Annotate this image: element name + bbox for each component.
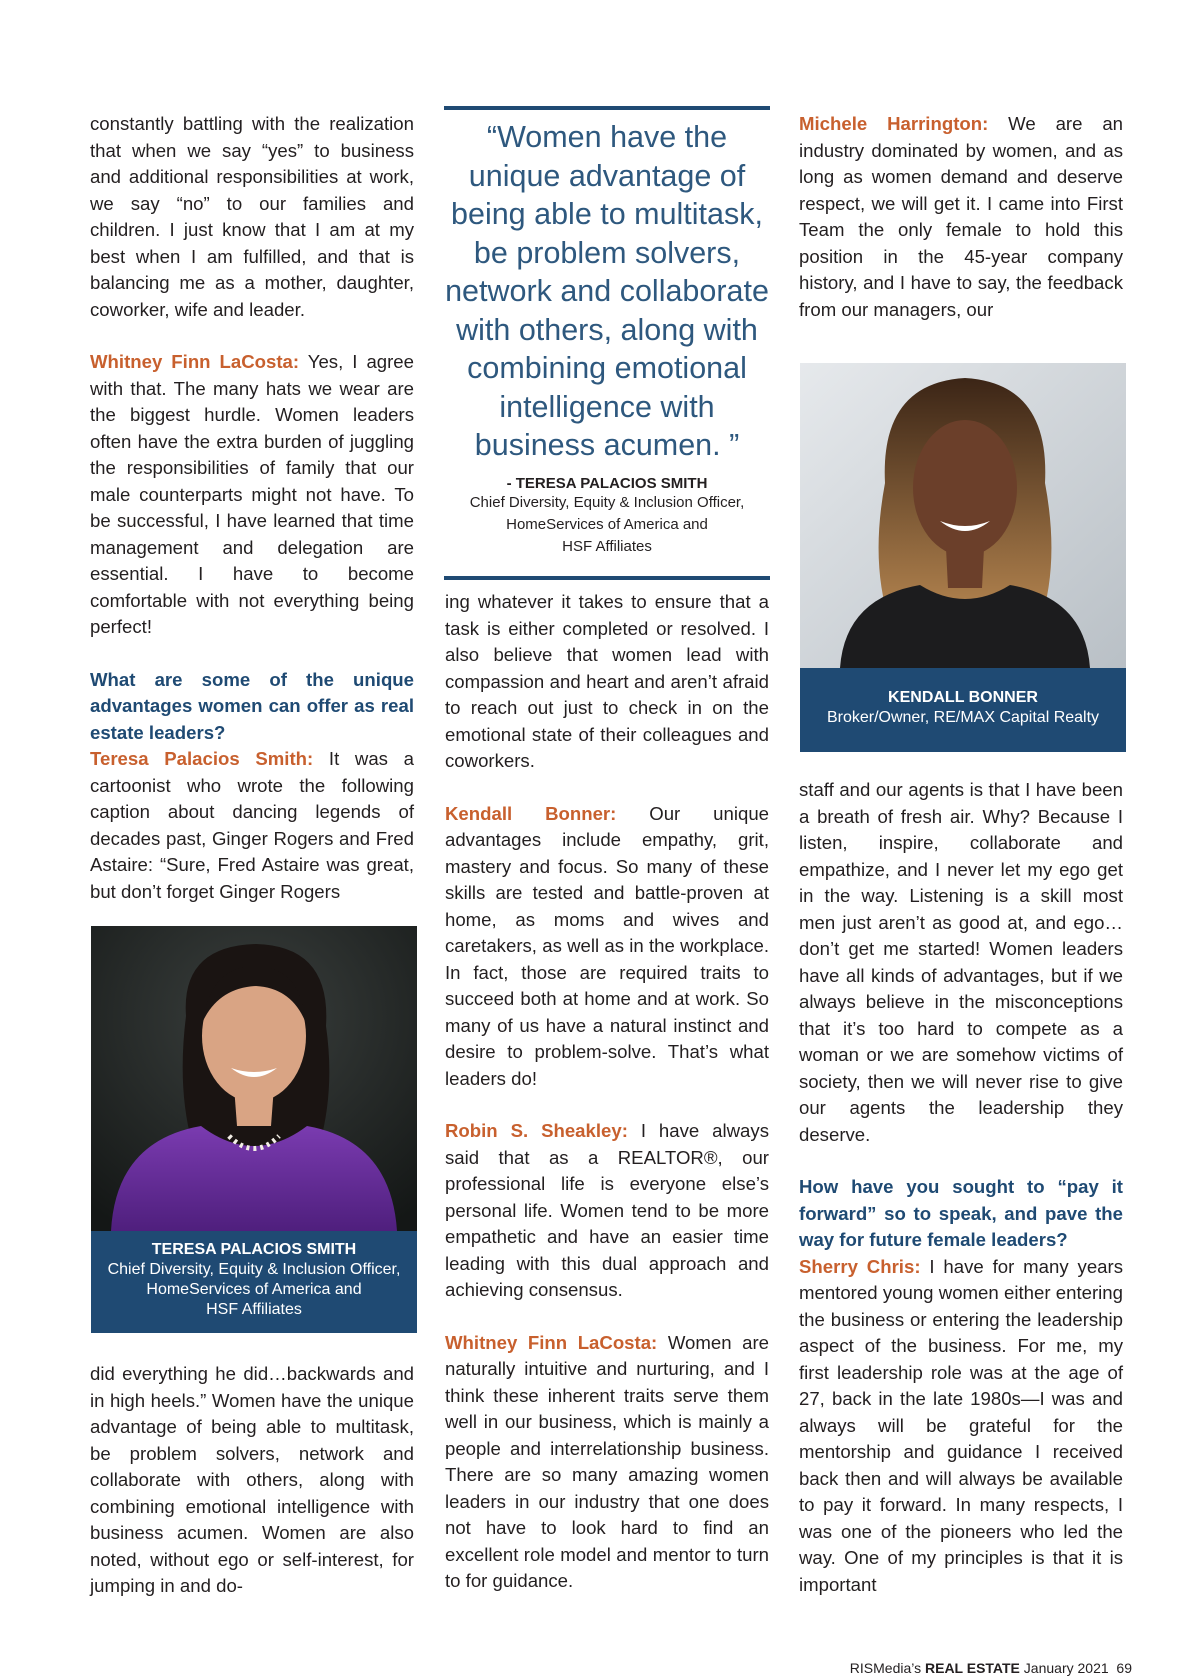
column-3-bottom [799, 777, 1123, 1598]
speaker-name: Robin S. Sheakley: [445, 1120, 628, 1141]
column-2 [445, 589, 769, 1595]
speaker-name: Whitney Finn LaCosta: [90, 351, 300, 372]
pull-quote-role: Chief Diversity, Equity & Inclusion Officer, HomeServices of America and HSF Affiliates [469, 493, 745, 555]
pull-quote-attribution: - TERESA PALACIOS SMITH [506, 474, 708, 492]
speaker-name: Michele Harrington: [799, 113, 989, 134]
answer-text: We are an industry dominated by women, and as long as women demand and deserve respect, we will get it. I came into First Team the only female to hold this position in the 45-year company history, and I have to say, the feedback from our managers, our [799, 113, 1124, 320]
caption-name: TERESA PALACIOS SMITH [151, 1241, 357, 1258]
answer-text: I have for many years mentored young women either entering the business or entering the leadership aspect of the business. For me, my first leadership role was at the age of 27, back in the late 1980s—I was and always will be grateful for the mentorship and guidance I received back then and will always be available to pay it forward. In many respects, I was one of the pioneers who led the way. One of my principles is that it is important [799, 1255, 1123, 1595]
article-paragraph [90, 746, 414, 905]
footer-magazine: REAL ESTATE [925, 1660, 1020, 1676]
answer-text: I have always said that as a REALTOR®, our professional life is everyone else’s personal life. Women tend to be more empathetic and have an easier time leading with this dual approach and achieving consensus. [445, 1120, 769, 1300]
photo-caption-teresa [91, 1231, 417, 1333]
portrait-photo-kendall [800, 363, 1126, 668]
article-paragraph [799, 1254, 1123, 1599]
interview-question: What are some of the unique advantages women can offer as real estate leaders? [90, 668, 414, 743]
article-paragraph [445, 1118, 769, 1304]
speaker-name: Whitney Finn LaCosta: [445, 1331, 658, 1353]
footer-publication: RISMedia’s [849, 1660, 922, 1676]
pull-quote-text: “Women have the unique advantage of being able to multitask, be problem solvers, network and collaborate with others, along with combining emotional intelligence with business acumen. ” [445, 120, 769, 462]
page-footer [850, 1660, 1132, 1676]
answer-text: It was a cartoonist who wrote the following caption about dancing legends of decades past, Ginger Rogers and Fred Astaire: “Sure, Fred Astaire was great, but don’t forget Ginger Rogers [90, 748, 414, 902]
article-paragraph: staff and our agents is that I have been a breath of fresh air. Why? Because I listen, inspire, collaborate and empathize, and I never let my ego get in the way. Listening is a skill most men just aren’t as good at, and ego…don’t get me started! Women leaders have all kinds of advantages, but if we always believe in the misconceptions that it’s too hard to compete as a woman or we are somehow victims of society, then we will never rise to give our agents the leadership they deserve. [799, 779, 1123, 1145]
photo-caption-kendall [800, 668, 1126, 752]
column-1-bottom [90, 1361, 414, 1600]
caption-title: Broker/Owner, RE/MAX Capital Realty [826, 709, 1100, 726]
portrait-image [91, 926, 417, 1231]
article-paragraph: did everything he did…backwards and in high heels.” Women have the unique advantage of being able to multitask, be problem solvers, network and collaborate with others, along with combining emotional intelligence with business acumen. Women are also noted, without ego or self-interest, for jumping in and do- [90, 1363, 414, 1596]
interview-question: How have you sought to “pay it forward” so to speak, and pave the way for future female leaders? [799, 1176, 1123, 1250]
pull-quote [444, 106, 770, 580]
caption-name: KENDALL BONNER [888, 689, 1038, 706]
article-paragraph [445, 801, 769, 1093]
answer-text: Our unique advantages include empathy, grit, mastery and focus. So many of these skills are tested and battle-proven at home, as moms and wives and caretakers, as well as in the workplace. In fact, those are required traits to succeed both at home and at work. So many of us have a natural instinct and desire to problem-solve. That’s what leaders do! [445, 802, 769, 1089]
article-paragraph [799, 111, 1123, 323]
article-paragraph [90, 349, 414, 641]
article-paragraph: ing whatever it takes to ensure that a task is either completed or resolved. I also believe that women lead with compassion and heart and aren’t afraid to reach out just to check in on the emotional state of their colleagues and coworkers. [445, 591, 769, 771]
caption-title: Chief Diversity, Equity & Inclusion Officer, HomeServices of America and HSF Affiliates [107, 1261, 401, 1318]
answer-text: Yes, I agree with that. The many hats we wear are the biggest hurdle. Women leaders often have the extra burden of juggling the responsibilities of family that our male counterparts might not have. To be successful, I have learned that time management and delegation are essential. I have to become comfortable with not everything being perfect! [90, 351, 414, 637]
portrait-image [800, 363, 1126, 668]
answer-text: Women are naturally intuitive and nurturing, and I think these inherent traits serve them well in our business, which is mainly a people and interrelationship business. There are so many amazing women leaders in our industry that one does not have to look hard to find an excellent role model and mentor to turn to for guidance. [445, 1331, 769, 1591]
column-1-top [90, 111, 414, 931]
article-paragraph [445, 1330, 769, 1595]
speaker-name: Teresa Palacios Smith: [90, 748, 314, 769]
portrait-photo-teresa [91, 926, 417, 1231]
footer-issue: January 2021 [1023, 1660, 1109, 1676]
page-number: 69 [1116, 1660, 1132, 1676]
speaker-name: Sherry Chris: [799, 1255, 921, 1277]
article-paragraph: constantly battling with the realization that when we say “yes” to business and additional responsibilities at work, we say “no” to our families and children. I just know that I am at my best when I am fulfilled, and that is balancing me as a mother, daughter, coworker, wife and leader. [90, 113, 414, 320]
column-3-top [799, 111, 1123, 323]
speaker-name: Kendall Bonner: [445, 802, 617, 824]
